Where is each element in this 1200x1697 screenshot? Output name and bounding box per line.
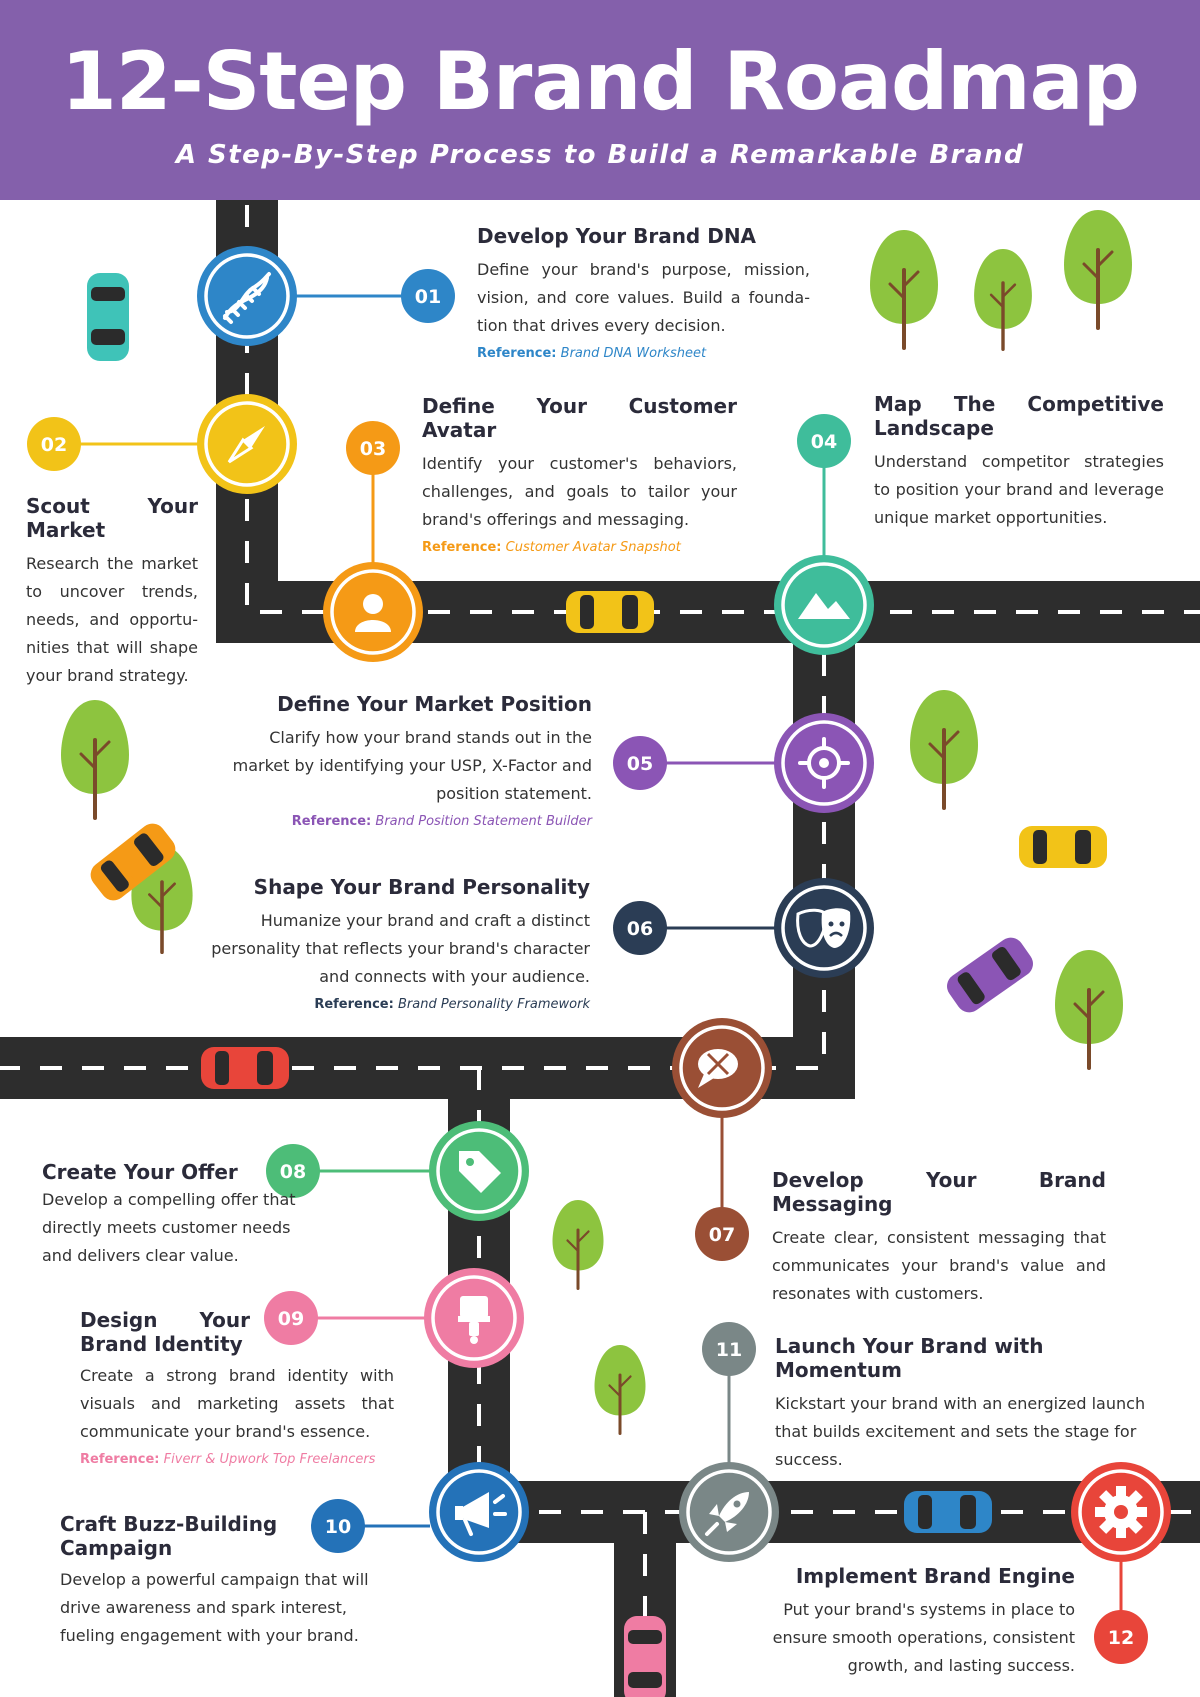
reference-label: Reference: (314, 997, 394, 1012)
car (624, 1616, 666, 1697)
step-06-reference (206, 995, 590, 1015)
step-06-body: Humanize your brand and craft a distinct personality that reflects your brand's character and connects with your audience. (211, 911, 590, 986)
step-08-title: Create Your Offer (42, 1160, 238, 1184)
step-10-node (429, 1462, 529, 1562)
step-06-badge (613, 901, 667, 955)
step-09-reference (80, 1450, 394, 1470)
step-01-reference (477, 344, 810, 364)
reference-label: Reference: (477, 346, 557, 361)
page-subtitle: A Step-By-Step Process to Build a Remarkable Brand (175, 140, 1025, 170)
step-06-block (206, 875, 590, 1015)
car (87, 273, 129, 361)
step-04-block (874, 392, 1164, 532)
step-12-block (750, 1564, 1075, 1680)
step-03-node (323, 562, 423, 662)
step-06-title: Shape Your Brand Personality (253, 875, 590, 899)
step-number: 09 (277, 1308, 305, 1330)
tree (1064, 210, 1132, 328)
gear-icon (1095, 1486, 1147, 1538)
tree (1055, 950, 1123, 1068)
step-05-title: Define Your Market Position (277, 692, 592, 716)
step-number: 11 (715, 1339, 743, 1361)
step-05-body: Clarify how your brand stands out in the market by identifying your USP, X-Factor and position statement. (232, 728, 592, 803)
step-09-block (80, 1308, 394, 1470)
step-07-block (772, 1168, 1106, 1308)
car (904, 1491, 992, 1533)
car (201, 1047, 289, 1089)
car (1019, 826, 1107, 868)
step-07-node (672, 1018, 772, 1118)
step-03-reference (422, 538, 737, 558)
reference-label: Reference: (291, 814, 372, 829)
step-number: 12 (1107, 1627, 1135, 1649)
step-07-title: Develop Your Brand Messaging (772, 1168, 1106, 1216)
step-04-badge (797, 414, 851, 468)
step-09-title: Design Your Brand Identity (80, 1308, 250, 1356)
step-11-node (679, 1462, 779, 1562)
step-02-block (26, 494, 198, 690)
reference-value: Brand DNA Worksheet (560, 346, 707, 361)
reference-value: Fiverr & Upwork Top Freelancers (163, 1452, 376, 1467)
step-12-node (1071, 1462, 1171, 1562)
step-07-badge (695, 1207, 749, 1261)
step-11-body: Kickstart your brand with an energized launch that builds excitement and sets the stage for success. (775, 1394, 1146, 1469)
step-number: 05 (626, 753, 654, 775)
step-01-title: Develop Your Brand DNA (477, 224, 757, 248)
step-09-node (424, 1268, 524, 1368)
step-02-title: Scout Your Market (26, 494, 198, 542)
step-07-body: Create clear, consistent messaging that communicates your brand's value and resonates with customers. (772, 1228, 1106, 1303)
step-10-block (60, 1512, 380, 1650)
car (566, 591, 654, 633)
step-12-badge (1094, 1610, 1148, 1664)
step-number: 02 (40, 434, 68, 456)
step-04-body: Understand competitor strategies to position your brand and leverage unique market opportunities. (874, 452, 1164, 527)
reference-label: Reference: (422, 540, 502, 555)
step-03-title: Define Your Customer Avatar (422, 394, 737, 442)
reference-value: Brand Position Statement Builder (375, 814, 592, 829)
step-number: 07 (708, 1224, 736, 1246)
step-03-block (422, 394, 737, 558)
step-05-reference (228, 812, 592, 832)
reference-value: Customer Avatar Snapshot (505, 540, 681, 555)
step-01-badge (401, 269, 455, 323)
step-10-title: Craft Buzz-Building Campaign (60, 1512, 278, 1560)
step-08-body: Develop a compelling offer that directly meets customer needs and delivers clear value. (42, 1190, 296, 1265)
step-05-badge (613, 736, 667, 790)
step-number: 06 (626, 918, 654, 940)
step-11-block (775, 1334, 1175, 1474)
page-title: 12-Step Brand Roadmap (61, 35, 1139, 128)
step-number: 01 (414, 286, 442, 308)
step-03-body: Identify your customer's behaviors, challenges, and goals to tailor your brand's offerings and messaging. (422, 454, 737, 529)
step-12-body: Put your brand's systems in place to ensure smooth operations, consistent growth, and lasting success. (772, 1600, 1075, 1675)
step-03-badge (346, 421, 400, 475)
step-11-badge (702, 1322, 756, 1376)
tree (910, 690, 978, 808)
step-number: 04 (810, 431, 838, 453)
step-06-node (774, 878, 874, 978)
tree (553, 1200, 604, 1289)
tree (974, 249, 1032, 349)
step-number: 10 (324, 1516, 352, 1538)
tree (595, 1345, 646, 1434)
step-10-body: Develop a powerful campaign that will drive awareness and spark interest, fueling engagement with your brand. (60, 1570, 369, 1645)
step-02-node (197, 394, 297, 494)
car (942, 933, 1038, 1018)
reference-value: Brand Personality Framework (397, 997, 590, 1012)
step-02-badge (27, 417, 81, 471)
step-number: 03 (359, 438, 387, 460)
tree (870, 230, 938, 348)
step-05-block (228, 692, 592, 832)
step-04-node (774, 555, 874, 655)
step-05-node (774, 713, 874, 813)
step-01-block (477, 224, 810, 364)
step-08-block (42, 1160, 302, 1270)
tree (61, 700, 129, 818)
step-08-node (429, 1121, 529, 1221)
step-02-body: Research the market to uncover trends, needs, and opportu-nities that will shape your brand strategy. (26, 554, 198, 685)
step-01-node (197, 246, 297, 346)
step-01-body: Define your brand's purpose, mission, vision, and core values. Build a founda-tion that drives every decision. (477, 260, 810, 335)
step-11-title: Launch Your Brand with Momentum (775, 1334, 1044, 1382)
step-04-title: Map The Competitive Landscape (874, 392, 1164, 440)
reference-label: Reference: (80, 1452, 160, 1467)
step-09-body: Create a strong brand identity with visuals and marketing assets that communicate your brand's essence. (80, 1366, 394, 1441)
step-number: 08 (279, 1161, 307, 1183)
step-12-title: Implement Brand Engine (795, 1564, 1075, 1588)
